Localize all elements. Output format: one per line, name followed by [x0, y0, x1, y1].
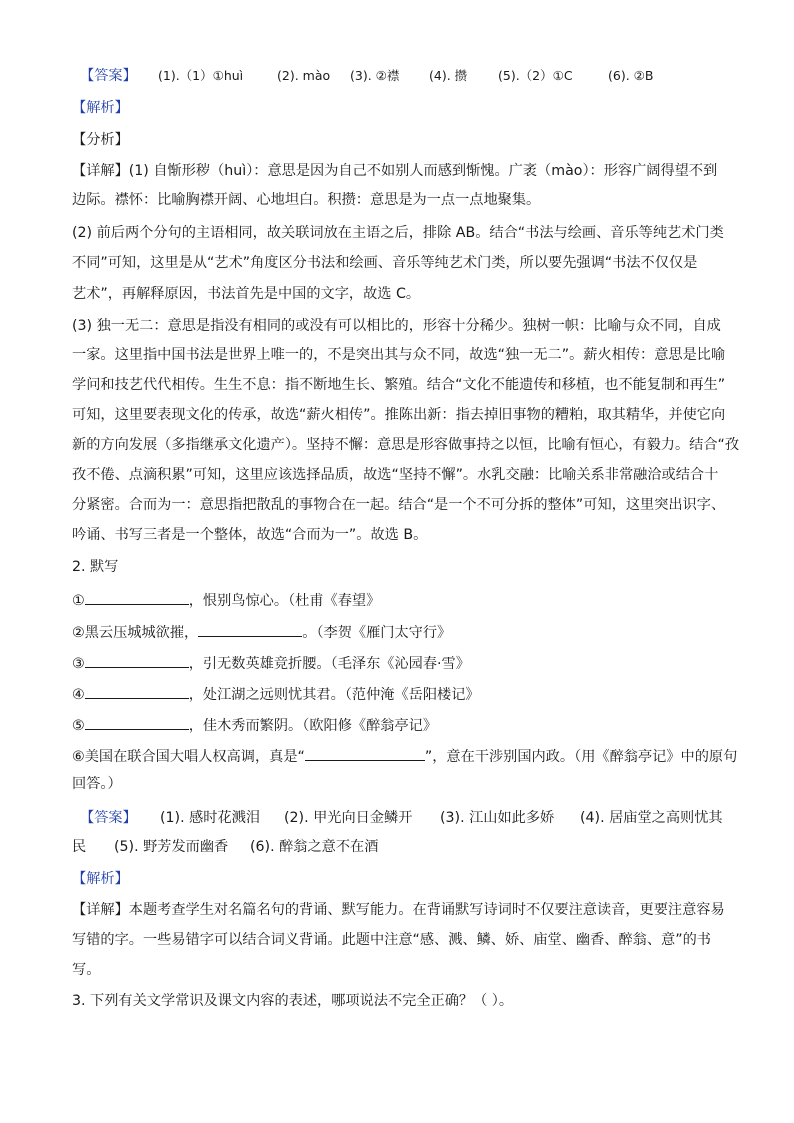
- answer-item: (4). 居庙堂之高则忧其: [580, 810, 723, 826]
- detail-line: 孜不倦、点滴积累”可知，这里应该选择品质，故选“坚持不懈”。水乳交融：比喻关系非常融洽或结合十: [72, 467, 719, 483]
- answer-item: (3). 江山如此多娇: [440, 810, 555, 826]
- fill-item-5: [72, 714, 437, 736]
- fill-item-4: [72, 683, 480, 705]
- detail-line: 分紧密。合而为一：意思指把散乱的事物合在一起。结合“是一个不可分拆的整体”可知，这里突出识字、: [72, 497, 726, 513]
- answer-blank: [85, 652, 189, 668]
- answer-item: (2). 甲光向日金鳞开: [284, 810, 413, 826]
- detail-line: 艺术”，再解释原因，书法首先是中国的文字，故选 C。: [72, 286, 421, 302]
- detail-line: 不同”可知，这里是从“艺术”角度区分书法和绘画、音乐等纯艺术门类，所以要先强调“书法不仅仅是: [72, 255, 698, 271]
- detail-line: 边际。襟怀：比喻胸襟开阔、心地坦白。积攒：意思是为一点一点地聚集。: [72, 192, 541, 208]
- answer-item: (5). 野芳发而幽香: [114, 839, 229, 855]
- fill-item-6: [72, 745, 737, 767]
- question-2-title: 2. 默写: [72, 559, 119, 575]
- detail-line: 学问和技艺代代相传。生生不息：指不断地生长、繁殖。结合“文化不能遗传和移植，也不能复制和再生”: [72, 377, 726, 393]
- detail-line: 写错的字。一些易错字可以结合词义背诵。此题中注意“感、溅、鳞、娇、庙堂、幽香、醉翁、意”的书: [72, 932, 711, 948]
- item-prefix: ③: [72, 656, 85, 672]
- fill-item-3: [72, 652, 470, 674]
- detail-line: 【详解】本题考查学生对名篇名句的背诵、默写能力。在背诵默写诗词时不仅要注意读音，更要注意容易: [72, 902, 725, 918]
- item-suffix: 。（李贺《雁门太守行》: [302, 625, 452, 641]
- question-3-title: 3. 下列有关文学常识及课文内容的表述，哪项说法不完全正确？（ ）。: [72, 993, 514, 1009]
- answer-blank: [198, 621, 302, 637]
- detail-line: 一家。这里指中国书法是世界上唯一的，不是突出其与众不同，故选“独一无二”。薪火相传：意思是比喻: [72, 347, 726, 363]
- answer-item: (3). ②襟: [350, 68, 400, 83]
- answer-blank: [85, 714, 189, 730]
- answer-item: 民: [72, 839, 87, 855]
- answer-item: (6). 醉翁之意不在酒: [250, 839, 379, 855]
- item-suffix: ”，意在干涉别国内政。（用《醉翁亭记》中的原句: [424, 749, 738, 765]
- answer-item: (1). 感时花溅泪: [160, 810, 261, 826]
- answer-item: (6). ②B: [608, 68, 654, 83]
- item-prefix: ①: [72, 593, 85, 609]
- detail-line: (2) 前后两个分句的主语相同，故关联词放在主语之后，排除 AB。结合“书法与绘画、音乐等纯艺术门类: [72, 225, 724, 241]
- item-prefix: ⑤: [72, 718, 85, 734]
- item-suffix: ，引无数英雄竞折腰。（毛泽东《沁园春·雪》: [188, 656, 470, 672]
- item-prefix: ④: [72, 687, 85, 703]
- detail-line: 写。: [72, 962, 101, 978]
- detail-line: 新的方向发展（多指继承文化遗产）。坚持不懈：意思是形容做事持之以恒，比喻有恒心，有毅力。结合“孜: [72, 437, 740, 453]
- item-prefix: ⑥美国在联合国大唱人权高调，真是“: [72, 749, 305, 765]
- answer-blank: [85, 589, 189, 605]
- analysis-tag: 【解析】: [72, 871, 129, 887]
- detail-line: 吟诵、书写三者是一个整体，故选“合而为一”。故选 B。: [72, 527, 428, 543]
- item-suffix: ，恨别鸟惊心。（杜甫《春望》: [188, 593, 381, 609]
- answer-item: (1).（1）①huì: [158, 68, 244, 83]
- answer-item: (5).（2）①C: [498, 68, 573, 83]
- item-prefix: ②黑云压城城欲摧，: [72, 625, 199, 641]
- answer-blank: [85, 683, 189, 699]
- detail-line: 【详解】(1) 自惭形秽（huì）：意思是因为自己不如别人而感到惭愧。广袤（mào）：形容广阔得望不到: [72, 163, 718, 179]
- detail-line: (3) 独一无二：意思是指没有相同的或没有可以相比的，形容十分稀少。独树一帜：比喻与众不同，自成: [72, 318, 721, 334]
- fill-item-2: [72, 621, 451, 643]
- answer-tag: 【答案】: [80, 810, 137, 826]
- item-suffix: ，处江湖之远则忧其君。（范仲淹《岳阳楼记》: [188, 687, 480, 703]
- detail-line: 可知，这里要表现文化的传承，故选“薪火相传”。推陈出新：指去掉旧事物的糟粕，取其精华，并使它向: [72, 407, 726, 423]
- fill-item-1: [72, 589, 380, 611]
- answer-item: (2). mào: [277, 68, 331, 83]
- analysis-tag: 【解析】: [72, 100, 129, 116]
- fenxi-tag: 【分析】: [72, 132, 129, 148]
- answer-tag: 【答案】: [80, 68, 137, 84]
- item-suffix: ，佳木秀而繁阴。（欧阳修《醉翁亭记》: [188, 718, 438, 734]
- answer-blank: [305, 745, 425, 761]
- answer-item: (4). 攒: [429, 68, 468, 83]
- fill-item-6-cont: 回答。）: [72, 776, 122, 792]
